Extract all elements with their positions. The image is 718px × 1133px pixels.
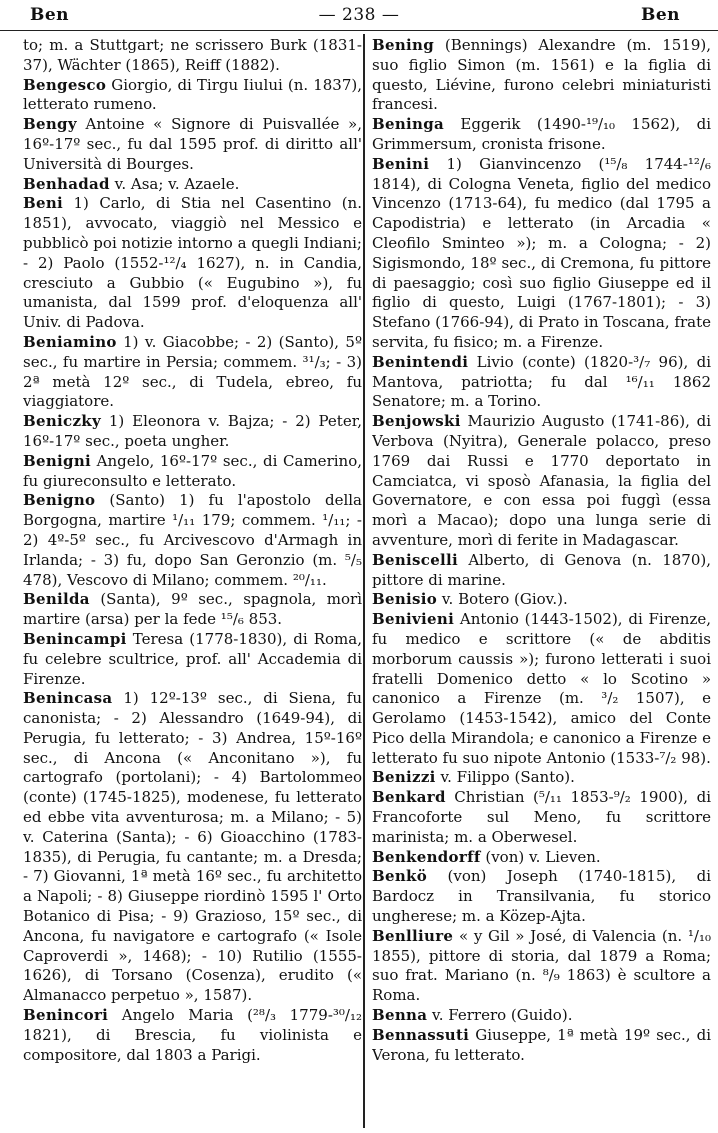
running-head-right: Ben	[640, 5, 680, 25]
entry: Benintendi Livio (conte) (1820-³/₇ 96), di Mantova, patriotta; fu dal ¹⁶/₁₁ 1862 Senatore; m. a Torino.	[372, 352, 711, 411]
entry: Beniscelli Alberto, di Genova (n. 1870), pittore di marine.	[372, 550, 711, 589]
entry: Beninga Eggerik (1490-¹⁹/₁₀ 1562), di Grimmersum, cronista frisone.	[372, 115, 711, 153]
entry: Benkard Christian (⁵/₁₁ 1853-⁹/₂ 1900), di Francoforte sul Meno, fu scrittore marinista; m. a Oberwesel.	[372, 788, 711, 846]
left-column	[23, 36, 362, 1126]
entry: Benkendorff (von) v. Lieven.	[372, 847, 601, 866]
entry: Benlliure « y Gil » José, di Valencia (n. ¹/₁₀ 1855), pittore di storia, dal 1879 a Roma; suo frat. Mariano (n. ⁸/₉ 1863) è scultore a Roma.	[372, 926, 711, 1005]
page-number: — 238 —	[318, 5, 400, 25]
entry: Beniamino 1) v. Giacobbe; - 2) (Santo), 5º sec., fu martire in Persia; commem. ³¹/₃; - 3) 2ª metà 12º sec., di Tudela, ebreo, fu viaggiatore.	[23, 332, 362, 411]
entry: Benini 1) Gianvincenzo (¹⁵/₈ 1744-¹²/₆ 1814), di Cologna Veneta, figlio del medico Vincenzo (1713-64), fu medico (dal 1795 a Capodistria) e letterato (in Arcadia « Cleofilo Sminteo »); m. a Cologna; - 2) Sigismondo, 18º sec., di Cremona, fu pittore di paesaggio; così suo figlio Giuseppe ed il figlio di questo, Luigi (1767-1801); - 3) Stefano (1766-94), di Prato in Toscana, frate servita, fu fisico; m. a Firenze.	[372, 154, 711, 351]
column-divider	[363, 34, 365, 1128]
entry: to; m. a Stuttgart; ne scrissero Burk (1831-37), Wächter (1865), Reiff (1882).	[23, 36, 362, 74]
entry: Beni 1) Carlo, di Stia nel Casentino (n. 1851), avvocato, viaggiò nel Messico e pubblicò poi notizie intorno a quegli Indiani; - 2) Paolo (1552-¹²/₄ 1627), n. in Candia, cresciuto a Gubbio (« Eugubino »), fu umanista, dal 1599 prof. d'eloquenza all' Univ. di Padova.	[23, 194, 362, 332]
entry: Benivieni Antonio (1443-1502), di Firenze, fu medico e scrittore (« de abditis morborum caussis »); furono letterati i suoi fratelli Domenico detto « lo Scotino » canonico a Firenze (m. ³/₂ 1507), e Gerolamo (1453-1542), amico del Conte Pico della Mirandola; e canonico a Firenze e letterato fu suo nipote Antonio (1533-⁷/₂ 98).	[372, 610, 711, 767]
right-column	[372, 36, 711, 1126]
entry: Benincasa 1) 12º-13º sec., di Siena, fu canonista; - 2) Alessandro (1649-94), di Perugia, fu letterato; - 3) Andrea, 15º-16º sec., di Ancona (« Anconitano »), fu cartografo (portolani); - 4) Bartolommeo (conte) (1745-1825), modenese, fu letterato ed ebbe vita avventurosa; m. a Milano; - 5) v. Caterina (Santa); - 6) Gioacchino (1783-1835), di Perugia, fu cantante; m. a Dresda; - 7) Giovanni, 1ª metà 16º sec., fu architetto a Napoli; - 8) Giuseppe riordinò 1595 l' Orto Botanico di Pisa; - 9) Grazioso, 15º sec., di Ancona, fu navigatore e cartografo (« Isole Caproverdi », 1468); - 10) Rutilio (1555-1626), di Torsano (Cosenza), erudito (« Almanacco perpetuo », 1587).	[23, 689, 362, 1005]
entry: Benizzi v. Filippo (Santo).	[372, 768, 575, 787]
entry: Benjowski Maurizio Augusto (1741-86), di Verbova (Nyitra), Generale polacco, preso 1769 dai Russi e 1770 deportato in Camciatca, vi sposò Afanasia, la figlia del Governatore, e con essa poi fuggì (essa morì a Macao); dopo una lunga serie di avventure, morì di ferite in Madagascar.	[372, 412, 711, 549]
entry: Benincori Angelo Maria (²⁸/₃ 1779-³⁰/₁₂ 1821), di Brescia, fu violinista e compositore, dal 1803 a Parigi.	[23, 1006, 362, 1064]
entry: Benna v. Ferrero (Guido).	[372, 1006, 573, 1025]
entry: Benilda (Santa), 9º sec., spagnola, morì martire (arsa) per la fede ¹⁵/₆ 853.	[23, 590, 362, 629]
entry: Bengesco Giorgio, di Tirgu Iiului (n. 1837), letterato rumeno.	[23, 75, 362, 114]
entry: Bengy Antoine « Signore di Puisvallée », 16º-17º sec., fu dal 1595 prof. di diritto all' Università di Bourges.	[23, 115, 362, 173]
page-header	[0, 2, 718, 31]
running-head-left: Ben	[30, 5, 70, 25]
entry: Benisio v. Botero (Giov.).	[372, 590, 568, 609]
entry: Benigni Angelo, 16º-17º sec., di Camerino, fu giureconsulto e letterato.	[23, 451, 362, 490]
entry: Bennassuti Giuseppe, 1ª metà 19º sec., di Verona, fu letterato.	[372, 1025, 711, 1064]
entry: Benkö (von) Joseph (1740-1815), di Bardocz in Transilvania, fu storico ungherese; m. a Közep-Ajta.	[372, 867, 711, 926]
entry: Bening (Bennings) Alexandre (m. 1519), suo figlio Simon (m. 1561) e la figlia di questo, Liévine, furono celebri miniaturisti francesi.	[372, 36, 711, 114]
entry: Benhadad v. Asa; v. Azaele.	[23, 174, 240, 193]
entry: Beniczky 1) Eleonora v. Bajza; - 2) Peter, 16º-17º sec., poeta ungher.	[23, 412, 362, 450]
entry: Benincampi Teresa (1778-1830), di Roma, fu celebre scultrice, prof. all' Accademia di Firenze.	[23, 629, 362, 688]
entry: Benigno (Santo) 1) fu l'apostolo della Borgogna, martire ¹/₁₁ 179; commem. ¹/₁₁; - 2) 4º-5º sec., fu Arcivescovo d'Armagh in Irlanda; - 3) fu, dopo San Geronzio (m. ⁵/₅ 478), Vescovo di Milano; commem. ²⁰/₁₁.	[23, 491, 362, 589]
